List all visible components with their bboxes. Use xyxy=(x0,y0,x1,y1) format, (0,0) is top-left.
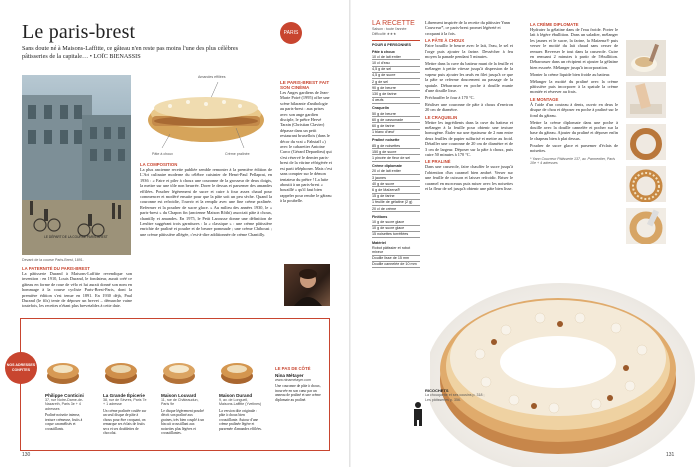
paris-brest-cross-section xyxy=(140,78,272,150)
vintage-photo xyxy=(22,75,131,255)
step-photo-3 xyxy=(626,124,666,160)
step-text: Faire bouillir le beurre avec le lait, l'eau, le sel et l'orge puis ajouter la farine. Dessécher à feu moyen la panade pendant 5 minutes. xyxy=(425,43,513,60)
pastry-thumbnail xyxy=(219,356,255,386)
pas-de-cote-address: www.ninametayer.com xyxy=(275,378,311,382)
pas-de-cote-text: Une couronne de pâte à choux, incurvée en son cœur par un anneau de praliné et une crème diplomate au praliné. xyxy=(275,384,321,402)
recipe-title: LA RECETTE xyxy=(372,20,415,27)
pastry-thumbnail xyxy=(161,356,197,386)
ingredient-item: 10 cl de lait entier xyxy=(372,54,420,60)
page-number-right: 131 xyxy=(666,452,675,458)
recipe-column-2 xyxy=(425,20,513,193)
shop-address: 37, rue Notre-Dame-de-Nazareth, Paris 3e + 4 adresses xyxy=(45,398,84,411)
shop-address: 11, rue de Châteaudun, Paris 9e xyxy=(161,398,199,407)
ingredient-item: 10 g de sucre glace xyxy=(372,219,420,225)
hero-paris-brest-photo xyxy=(430,258,700,467)
step-heading: LA PÂTE À CHOUX xyxy=(425,38,465,44)
composition-text: La plus ancienne recette publiée semble remonter à la première édition de L'Art culinaire moderne du célèbre cuisinier de Henri-Paul Pellaprat, en 1936 : « Faire et piler à choux une couronne de la grosseur de deux doigts, la mettre sur une tôle non beurrée. Dorer le dessus et parsemer des amandes effilées. Poudrer légèrement de sucre et cuire à four assez chaud pour commencer et modéré ensuite pour que la pâte soit un peu sèche. Quand la couronne est refroidie, l'ouvrir et la remplir avec une fine crème pralinée. Refermer et la poudrer de sucre glace. » Au milieu des années 1930, le « paris-brest » du Chapon fin (ancienne Maison Rôthi) associait pâte à choux, chantilly et amandes. En 1975, le Petit Larousse donne une définition de Lenôtre suggérant trois garnitures : la « classique » : une crème pâtissière enrichie de praliné et poudre et de beurre pommade ; une crème Chiboust ; une crème pâtissière allégée, c'est-à-dire additionnée de crème Chantilly. xyxy=(140,167,272,237)
cinema-text: Les Anges gardiens de Jean-Marie Poiré (1995) offre une scène hilarante d'anthologie au paris-brest : aux prises avec son ange gardien disciple, le prêtre Hervé Tarain (Christian Clavier) dépasse dans un petit restaurant bruxellois (dans le décor du vrai « Fabstaff ») avec le cabaretier Antoine Carco (Gérard Depardieu) qui s'est réservé le dernier paris-brest de la vitrine réfrigérée et est parti téléphoner. Mais c'est sans compter sur le démon tentateur du prêtre ! La lutte aboutit à un paris-brest « bouzillé » qu'il faut bien rappeler pour rendre le gâteau à la poubelle. xyxy=(280,90,332,204)
ingredient-item: 15 noisettes torréfiées xyxy=(372,232,420,238)
addresses-badge-top: NOS ADRESSES xyxy=(6,363,36,367)
step-heading: LE MONTAGE xyxy=(530,96,559,102)
composition-heading: LA COMPOSITION xyxy=(140,162,178,167)
shop-card xyxy=(45,356,89,431)
recipe-intro: Librement inspirée de la recette du pâtissier Yann Couvreur*, ce paris-brest promet légèreté et croquant à la fois. xyxy=(425,20,510,36)
ingredient-section: Pâte à choux xyxy=(372,49,395,54)
cinema-heading: LE PARIS-BREST FAIT SON CINÉMA xyxy=(280,80,330,90)
recipe-season: Saison : toute l'année xyxy=(372,27,407,31)
ingredient-item: 1 pincée de fleur de sel xyxy=(372,155,420,161)
paris-badge: PARIS xyxy=(280,22,302,44)
ingredient-item: 20 cl de lait entier xyxy=(372,169,420,175)
step-photo-4 xyxy=(626,166,666,202)
shop-name: Philippe Conticini xyxy=(45,393,84,398)
step-4-illustration xyxy=(626,166,666,202)
composition-section xyxy=(140,160,272,237)
ingredient-item: Robot pâtissier et robot mixeur xyxy=(372,245,420,255)
step-text: Dans une casserole, faire chauffer le sucre jusqu'à l'obtention d'un caramel bien ambré. Verser sur une feuille de cuisson et laisser refroidir. Briser le caramel en morceaux puis mixer avec les noisettes et la fleur de sel jusqu'à obtenir une pâte bien lisse. xyxy=(425,164,513,192)
ricochets-note xyxy=(425,388,485,402)
ingredient-item: 40 g de sucre xyxy=(372,181,420,187)
page-number-left: 130 xyxy=(22,452,31,458)
ingredient-item: 10 g de sucre glace xyxy=(372,226,420,232)
steps-column-3 xyxy=(530,22,618,166)
recipe-column-3 xyxy=(530,20,618,166)
ingredient-item: 60 g de cassonade xyxy=(372,117,420,123)
article-title: Le paris-brest xyxy=(22,21,136,43)
ingredient-list xyxy=(372,49,420,268)
ingredient-item: 3 jaunes xyxy=(372,175,420,181)
shop-card xyxy=(161,356,205,436)
film-still-illustration xyxy=(284,264,330,306)
label-amandes: Amandes effilées xyxy=(198,75,226,79)
footnote: * Yann Couvreur Pâtisserie 137, av. Parmentier, Paris 10e + 4 adresses xyxy=(530,156,616,166)
vintage-street-illustration xyxy=(22,75,131,255)
ingredient-item: 2 g de sel xyxy=(372,79,420,85)
paternite-text: La pâtisserie Durand à Maisons-Laffitte revendique son invention : en 1910, Louis Durand, le fondateur, aurait créé ce gâteau en forme de roue de vélo et lui aurait donné son nom en hommage à la course cycliste Paris-Brest-Paris, dont la première édition s'est tenue en 1891. En 1930 déjà, Paul Durand (le fils) tente de déposer un brevet – démarche vaine toutefois, les recettes n'étant plus brevetables à cette date. xyxy=(22,271,132,309)
ingredient-item: 1 feuille de gélatine (2 g) xyxy=(372,200,420,206)
ingredient-item: Douille cannelée de 10 mm xyxy=(372,262,420,268)
recipe-servings: POUR 8 PERSONNES xyxy=(372,40,420,47)
ingredient-item: 1 blanc d'œuf xyxy=(372,130,420,136)
ingredient-item: 4,5 g de sel xyxy=(372,67,420,73)
ingredient-section: Finitions xyxy=(372,214,388,219)
ingredient-section: Crème diplomate xyxy=(372,164,402,169)
ingredient-section: Praliné noisette xyxy=(372,138,400,143)
ricochets-heading: RICOCHETS xyxy=(425,388,449,393)
step-text: Mettre les ingrédients dans la cuve du batteur et mélanger à la feuille pour obtenir une texture homogène. Étaler sur une épaisseur de 2 mm entre deux feuilles de papier sulfurisé et mettre au froid. Détailler une couronne de 20 cm de diamètre et de 3 cm de largeur. Déposer sur la pâte à choux, puis cuire 50 minutes à 170 °C. xyxy=(425,119,513,158)
ingredient-item: Douille lisse de 15 mm xyxy=(372,256,420,262)
ingredient-section: Craquelin xyxy=(372,106,390,111)
ricochets-text: La chouquette et ses cousins p. 318 ; Les pâtisseries p. 356. xyxy=(425,393,485,402)
step-heading: LE CRAQUELIN xyxy=(425,114,458,120)
shop-name: La Grande Épicerie xyxy=(103,393,145,398)
pastry-thumbnail xyxy=(45,356,81,386)
ingredient-item: 4 œufs xyxy=(372,98,420,104)
pas-de-cote-heading: LE PAS DE CÔTÉ xyxy=(275,366,311,371)
shop-description: Un crème pralinée coulée sur un seul disque de pâte à choux pour être croquant, on remarque ses éclats de fruits secs et ses doublettes de chocolat. xyxy=(103,408,147,436)
photo-sign: LE DÉPART DE LA COURSE PARIS-BREST xyxy=(44,235,108,239)
shop-name: Maison Louvard xyxy=(161,393,197,398)
cinema-section xyxy=(280,78,332,204)
step-heading: LA CRÈME DIPLOMATE xyxy=(530,22,579,27)
shop-description: Le disque légèrement poudré décrit son praliné aux graines, très bien couplé à un biscuit croustillant aux noisettes plus légères et croustillantes. xyxy=(161,408,205,436)
shop-card xyxy=(219,356,263,431)
step-text: Mélanger la moitié du praliné avec la crème pâtissière puis incorporer à la spatule la crème montée et réserver au frais. xyxy=(530,78,618,95)
photo-caption: Devant de la course Paris-Brest, 1891. xyxy=(22,258,84,262)
ingredient-item: 90 g de beurre xyxy=(372,85,420,91)
article-lede: Sans doute né à Maisons-Laffitte, ce gâteau n'en reste pas moins l'une des plus célèbres pâtisseries de la capitale… • LOÏC BIENASSIS xyxy=(22,45,239,60)
shop-card xyxy=(103,356,147,436)
step-text: Mettre la crème diplomate dans une poche à douille avec la douille cannelée et pocher sur la base du gâteau. Ajouter du praliné et déposer enfin le chapeau bien à plat dessus. xyxy=(530,119,618,141)
shop-address: 9, av. de Longueil, Maisons-Laffitte (Yvelines) xyxy=(219,398,262,407)
ingredient-item: 15 g de farine xyxy=(372,194,420,200)
paternite-section xyxy=(22,264,132,309)
ingredient-item: 60 g de farine xyxy=(372,123,420,129)
step-text: Réaliser une couronne de pâte à choux d'environ 20 cm de diamètre. xyxy=(425,101,513,113)
shop-description: La version dite originale : pâte à choux bien croustillante. Autour d'une crème pralinée légère et parsemée d'amandes effilées. xyxy=(219,408,262,431)
step-heading: LE PRALINÉ xyxy=(425,159,451,165)
recipe-panel xyxy=(372,20,420,268)
page-gutter xyxy=(349,0,351,467)
step-text: À l'aide d'un couteau à dents, ouvrir en deux le disque de chou et déposer en poche à praliné sur le fond du gâteau. xyxy=(530,101,618,118)
label-pate: Pâte à choux xyxy=(152,152,173,156)
label-creme: Crème pralinée xyxy=(225,152,250,156)
ingredient-section: Matériel xyxy=(372,240,386,245)
ingredient-item: 6 g de Maïzena® xyxy=(372,187,420,193)
addresses-badge-bottom: CONFITES xyxy=(11,368,31,372)
step-photo-2 xyxy=(626,82,666,118)
step-1-illustration xyxy=(626,40,666,76)
step-photo-5 xyxy=(626,208,666,244)
ingredient-item: 150 g de sucre xyxy=(372,149,420,155)
steps-column-2 xyxy=(425,38,513,191)
step-text: Préchauffer le four à 170 °C. xyxy=(425,94,475,100)
shop-name: Maison Durand xyxy=(219,393,253,398)
step-3-illustration xyxy=(626,124,666,160)
ingredient-item: 4,5 g de sucre xyxy=(372,73,420,79)
ingredient-item: 50 g de beurre xyxy=(372,111,420,117)
pas-de-cote-name: Nina Métayer xyxy=(275,373,304,378)
ingredient-item: 20 cl de crème xyxy=(372,206,420,212)
addresses-badge xyxy=(5,352,37,384)
ingredient-item: 85 g de noisettes xyxy=(372,143,420,149)
step-5-illustration xyxy=(626,208,666,244)
paternite-heading: LA PATERNITÉ DU PARIS-BREST xyxy=(22,266,90,271)
shop-description: Praliné noisette intense, texture crémeuse, fruits à coque caramélisés et croustillants. xyxy=(45,413,83,431)
step-text: Hydrater la gélatine dans de l'eau froide. Porter le lait à légère ébullition. Dans un saladier, mélanger les jaunes et le sucre, la farine, la Maïzena® puis verser le moitié du lait chaud sans cesser de remuer. Reverser le tout dans la casserole. Cuire en remuant 2 minutes à partir de l'ébullition. Débarrasser dans un récipient et ajouter la gélatine bien essorée. Mélanger jusqu'à incorporation. xyxy=(530,27,618,70)
pastry-thumbnail xyxy=(103,356,139,386)
shop-address: 38, rue de Sèvres, Paris 7e + 1 adresse xyxy=(103,398,147,407)
film-still-photo xyxy=(284,264,330,306)
recipe-difficulty: Difficulté ★★★ xyxy=(372,31,397,36)
step-text: Mettre dans la cuve du batteur muni de la feuille et mélanger à petite vitesse jusqu'à dispersion de la vapeur puis ajouter les œufs en filet jusqu'à ce que la pâte se referme doucement au passage de la spatule. Débarrasser en poche à douille munie d'une douille lisse. xyxy=(425,60,513,93)
chef-figure-icon xyxy=(410,400,426,426)
step-text: Monter la crème liquide bien froide au batteur. xyxy=(530,71,611,77)
step-text: Poudrer de sucre glace et parsemer d'éclats de noisettes. xyxy=(530,142,618,154)
ingredient-item: 10 cl d'eau xyxy=(372,60,420,66)
ingredient-item: 130 g de farine xyxy=(372,91,420,97)
pas-de-cote xyxy=(275,364,323,402)
step-photo-1 xyxy=(626,40,666,76)
step-2-illustration xyxy=(626,82,666,118)
